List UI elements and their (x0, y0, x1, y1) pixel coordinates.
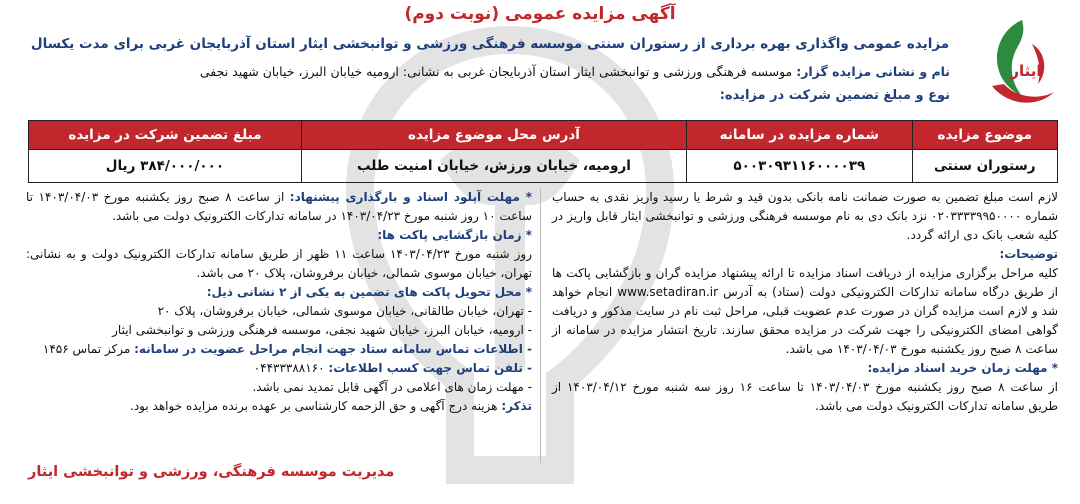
phone-label: - تلفن تماس جهت کسب اطلاعات: (328, 361, 532, 375)
cell-number: ۵۰۰۳۰۹۳۱۱۶۰۰۰۰۳۹ (687, 150, 913, 183)
header-address: آدرس محل موضوع مزایده (301, 121, 686, 150)
explanations-label: توضیحات: (999, 247, 1058, 261)
extension-text: - مهلت زمان های اعلامی در آگهی قابل تمدید نمی باشد. (252, 380, 532, 394)
purchase-label: * مهلت زمان خرید اسناد مزایده: (867, 361, 1058, 375)
table-header-row (29, 121, 1058, 150)
organizer-label: نام و نشانی مزایده گزار: (796, 64, 950, 79)
note-text: هزینه درج آگهی و حق الزحمه کارشناسی بر عهده برنده مزایده خواهد بود. (130, 399, 498, 413)
header-subject: موضوع مزایده (912, 121, 1057, 150)
signature: مدیریت موسسه فرهنگی، ورزشی و توانبخشی ایثار (28, 464, 395, 480)
notice-title: آگهی مزایده عمومی (نوبت دوم) (404, 4, 676, 24)
explanations-text: کلیه مراحل برگزاری مزایده از دریافت اسناد مزایده تا ارائه پیشنهاد مزایده گران و بازگشایی پاکت ها از طریق درگاه سامانه تدارکات الکترونیکی دولت (ستاد) به آدرس www.setadiran.ir انجام خواهد شد و لازم است مزایده گران در صورت عدم عضویت قبلی، مراحل ثبت نام در سایت مذکور و دریافت گواهی امضای الکترونیکی را جهت شرکت در مزایده محقق سازند. تاریخ انتشار مزایده در سامانه از ساعت ۸ صبح روز یکشنبه مورخ ۱۴۰۳/۰۴/۰۳ می باشد. (552, 266, 1058, 356)
organizer-line (30, 64, 950, 79)
phone-text: ۰۴۴۳۳۳۸۸۱۶۰ (253, 361, 325, 375)
purchase-text: از ساعت ۸ صبح روز یکشنبه مورخ ۱۴۰۳/۰۴/۰۳ تا ساعت ۱۶ روز سه شنبه مورخ ۱۴۰۳/۰۴/۱۲ از طریق سامانه تدارکات الکترونیک دولت می باشد. (552, 380, 1058, 413)
delivery-line1: - تهران، خیابان طالقانی، خیابان موسوی شمالی، خیابان برفروشان، پلاک ۲۰ (157, 304, 532, 318)
right-column (552, 188, 1058, 416)
contact-text: مرکز تماس ۱۴۵۶ (42, 342, 131, 356)
delivery-label: * محل تحویل پاکت های تضمین به یکی از ۲ نشانی ذیل: (206, 285, 532, 299)
cell-subject: رستوران سنتی (912, 150, 1057, 183)
isar-logo (982, 14, 1062, 114)
contact-label: - اطلاعات تماس سامانه ستاد جهت انجام مراحل عضویت در سامانه: (134, 342, 532, 356)
opening-label: * زمان بازگشایی پاکت ها: (377, 228, 532, 242)
table-row (29, 150, 1058, 183)
deposit-text: لازم است مبلغ تضمین به صورت ضمانت نامه بانکی بدون قید و شرط یا رسید واریز نقدی به حساب شماره ۰۲۰۳۳۳۳۹۹۵۰۰۰۰ نزد بانک دی به نام موسسه فرهنگی ورزشی و توانبخشی ایثار قابل واریز در کلیه شعب بانک دی ارائه گردد. (552, 190, 1059, 242)
delivery-line2: - ارومیه، خیابان البرز، خیابان شهید نجفی، موسسه فرهنگی ورزشی و توانبخشی ایثار (112, 323, 532, 337)
left-column (26, 188, 532, 416)
header-number: شماره مزایده در سامانه (687, 121, 913, 150)
notice-subtitle: مزایده عمومی واگذاری بهره برداری از رستوران سنتی موسسه فرهنگی ورزشی و توانبخشی ایثار استان آذربایجان غربی برای مدت یکسال (30, 36, 950, 52)
deposit-heading: نوع و مبلغ تضمین شرکت در مزایده: (719, 88, 950, 103)
cell-address: ارومیه، خیابان ورزش، خیابان امنیت طلب (301, 150, 686, 183)
note-label: تذکر: (501, 399, 532, 413)
logo-text: ایثار (1010, 62, 1042, 80)
upload-text: از ساعت ۸ صبح روز یکشنبه مورخ ۱۴۰۳/۰۴/۰۳ تا ساعت ۱۰ روز شنبه مورخ ۱۴۰۳/۰۴/۲۳ در سامانه تدارکات الکترونیک دولت می باشد. (26, 190, 532, 223)
cell-guarantee: ۳۸۴/۰۰۰/۰۰۰ ریال (29, 150, 302, 183)
upload-label: * مهلت آپلود اسناد و بارگذاری پیشنهاد: (289, 190, 533, 204)
opening-text: روز شنبه مورخ ۱۴۰۳/۰۴/۲۳ ساعت ۱۱ ظهر از طریق سامانه تدارکات الکترونیک دولت و به نشانی: تهران، خیابان موسوی شمالی، خیابان برفروشان، پلاک ۲۰ می باشد. (26, 247, 532, 280)
isar-logo-icon (982, 14, 1062, 114)
column-divider (540, 188, 541, 463)
organizer-text: موسسه فرهنگی ورزشی و توانبخشی ایثار استان آذربایجان غربی به نشانی: ارومیه خیابان البرز، خیابان شهید نجفی (199, 64, 793, 79)
header-guarantee: مبلغ تضمین شرکت در مزایده (29, 121, 302, 150)
auction-table (28, 120, 1058, 183)
